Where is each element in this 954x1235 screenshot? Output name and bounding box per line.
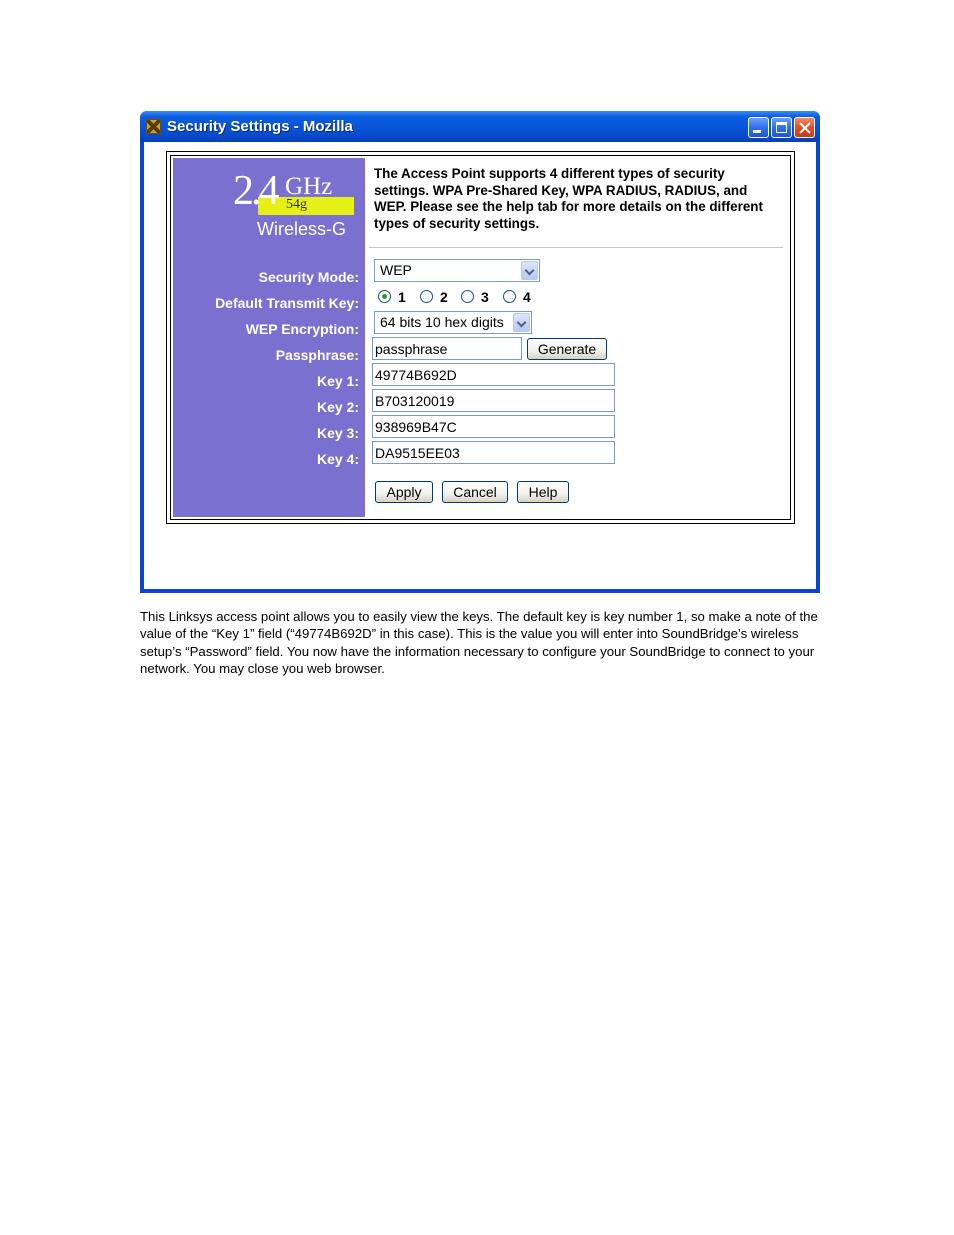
- transmit-key-option-2: 2: [440, 289, 448, 305]
- key3-label: Key 3:: [316, 425, 359, 441]
- title-bar[interactable]: [140, 111, 820, 142]
- security-mode-select[interactable]: [374, 259, 540, 282]
- transmit-key-option-4: 4: [523, 289, 531, 305]
- transmit-key-label: Default Transmit Key:: [215, 295, 359, 311]
- transmit-key-radio-4[interactable]: [503, 290, 516, 303]
- key4-input[interactable]: [372, 441, 615, 464]
- chevron-down-icon[interactable]: [521, 261, 538, 280]
- generate-button[interactable]: Generate: [527, 338, 607, 360]
- transmit-key-radio-2[interactable]: [420, 290, 433, 303]
- key2-input[interactable]: [372, 389, 615, 412]
- browser-content: [144, 142, 816, 589]
- key1-input[interactable]: [372, 363, 615, 386]
- transmit-key-radio-3[interactable]: [461, 290, 474, 303]
- settings-frame: [166, 151, 795, 524]
- wep-encryption-label: WEP Encryption:: [245, 321, 359, 337]
- label-column: [173, 158, 365, 517]
- minimize-button[interactable]: [748, 117, 769, 138]
- logo-unit: GHz: [285, 173, 333, 200]
- chevron-down-icon[interactable]: [513, 313, 530, 332]
- maximize-button[interactable]: [771, 117, 792, 138]
- passphrase-label: Passphrase:: [275, 347, 359, 363]
- instruction-paragraph: This Linksys access point allows you to easily view the keys. The default key is key number 1, so make a note of the value of the “Key 1” field (“49774B692D” in this case). This is the value you will enter into SoundBridge’s wireless setup’s “Password” field. You now have the information necessary to configure your SoundBridge to connect to your network. You may close you web browser.: [140, 609, 818, 676]
- logo-speed: 54g: [286, 197, 307, 212]
- wep-encryption-select[interactable]: [374, 311, 532, 334]
- key4-label: Key 4:: [316, 451, 359, 467]
- browser-window: [140, 111, 820, 593]
- key2-label: Key 2:: [316, 399, 359, 415]
- wireless-g-logo: [233, 170, 363, 240]
- wep-encryption-value: 64 bits 10 hex digits: [380, 314, 504, 330]
- security-mode-label: Security Mode:: [258, 269, 359, 285]
- logo-product: Wireless-G: [257, 219, 346, 239]
- passphrase-input[interactable]: [372, 337, 522, 360]
- mozilla-app-icon[interactable]: [146, 119, 161, 134]
- security-description: The Access Point supports 4 different types of security settings. WPA Pre-Shared Key, WPA RADIUS, RADIUS, and WEP. Please see the help tab for more details on the different types of security settings.: [374, 166, 763, 231]
- window-title: Security Settings - Mozilla: [167, 118, 353, 135]
- key1-label: Key 1:: [316, 373, 359, 389]
- logo-band: 2.4: [233, 168, 277, 214]
- divider: [369, 247, 783, 248]
- help-button[interactable]: Help: [517, 481, 569, 503]
- cancel-button[interactable]: Cancel: [442, 481, 508, 503]
- transmit-key-radio-1[interactable]: [378, 290, 391, 303]
- transmit-key-option-3: 3: [481, 289, 489, 305]
- security-mode-value: WEP: [380, 262, 412, 278]
- apply-button[interactable]: Apply: [375, 481, 433, 503]
- transmit-key-option-1: 1: [398, 289, 406, 305]
- key3-input[interactable]: [372, 415, 615, 438]
- close-button[interactable]: [794, 117, 815, 138]
- settings-frame-inner: [170, 155, 791, 520]
